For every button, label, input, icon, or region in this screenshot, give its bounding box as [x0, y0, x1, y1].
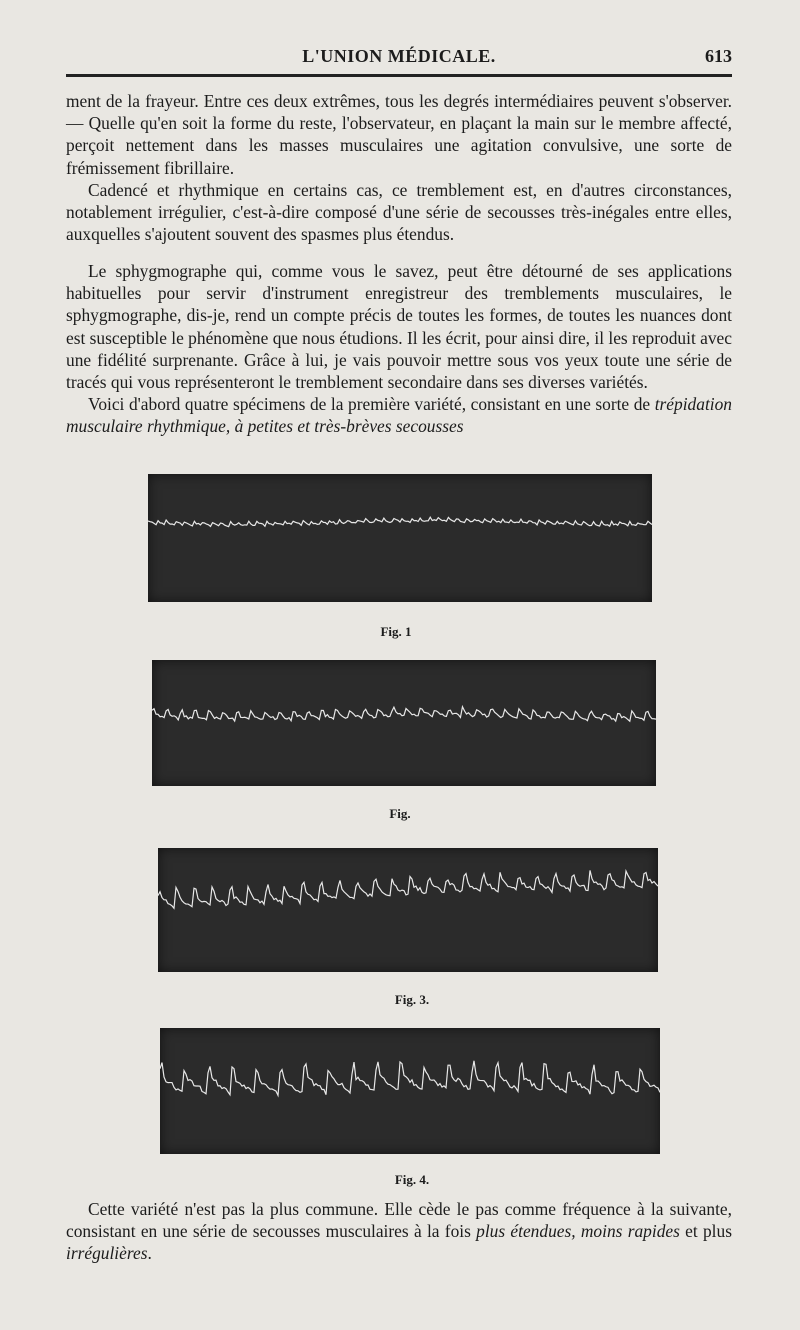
paragraph-5-italic-2: irrégulières — [66, 1243, 148, 1264]
figure-1-svg — [148, 474, 652, 602]
paragraph-5-text: Cette variété n'est pas la plus commune. Elle cède le pas comme fréquence à la suivante, consistant en une série de secousses musculaires à la fois — [66, 1199, 732, 1242]
paragraph-1: ment de la frayeur. Entre ces deux extrêmes, tous les degrés intermédiaires peuvent s'observer. — Quelle qu'en soit la forme du reste, l'observateur, en plaçant la main sur le membre affecté, perçoit nettement dans les masses musculaires une agitation convulsive, une sorte de frémissement fibrillaire. — [66, 91, 732, 178]
figure-2-caption: Fig. — [389, 806, 411, 821]
running-title: L'UNION MÉDICALE. — [302, 46, 496, 66]
paragraph-5-mid: et plus — [679, 1221, 732, 1242]
tremor-trace-3 — [158, 870, 658, 908]
figure-3-svg — [158, 848, 658, 972]
figure-2-svg — [152, 660, 656, 786]
paragraph-5-italic-1: plus étendues, moins rapides — [476, 1221, 680, 1242]
page-number: 613 — [705, 46, 732, 66]
text-block-top — [66, 90, 732, 245]
paragraph-4-italic: trépidation musculaire rhythmique, à petites et très-brèves secousses — [66, 394, 732, 437]
tremor-trace-4 — [160, 1061, 660, 1096]
tremor-trace-1 — [148, 517, 652, 526]
header-rule — [66, 74, 732, 77]
figure-4-caption: Fig. 4. — [394, 1172, 430, 1187]
figure-2-tracing — [152, 660, 656, 786]
page-header — [66, 44, 732, 74]
paragraph-4-text: Voici d'abord quatre spécimens de la première variété, consistant en une sorte de — [88, 394, 655, 415]
paragraph-4 — [66, 393, 732, 437]
paragraph-3: Le sphygmographe qui, comme vous le savez, peut être détourné de ses applications habituelles pour servir d'instrument enregistreur des tremblements musculaires, le sphygmographe, dis-je, rend un compte précis de toutes les formes, de toutes les nuances dont est susceptible le phénomène que nous étudions. Il les écrit, pour ainsi dire, il les reproduit avec une fidélité surprenante. Grâce à lui, je vais pouvoir mettre sous vos yeux toute une série de tracés qui vous représenteront le tremblement secondaire dans ses diverses variétés. — [66, 261, 732, 393]
figure-3-tracing — [158, 848, 658, 972]
text-block-bottom — [66, 1198, 732, 1265]
figure-1-tracing — [148, 474, 652, 602]
figure-3-caption: Fig. 3. — [394, 992, 430, 1007]
tremor-trace-2 — [152, 707, 656, 721]
figure-1-caption: Fig. 1 — [380, 624, 412, 639]
text-block-middle — [66, 260, 732, 438]
paragraph-5 — [66, 1198, 732, 1265]
figure-4-tracing — [160, 1028, 660, 1154]
paragraph-2: Cadencé et rhythmique en certains cas, ce tremblement est, en d'autres circonstances, notablement irrégulier, c'est-à-dire composé d'une série de secousses très-inégales entre elles, auxquelles s'ajoutent souvent des spasmes plus étendus. — [66, 179, 732, 245]
paragraph-5-end: . — [147, 1243, 152, 1264]
figure-4-svg — [160, 1028, 660, 1154]
